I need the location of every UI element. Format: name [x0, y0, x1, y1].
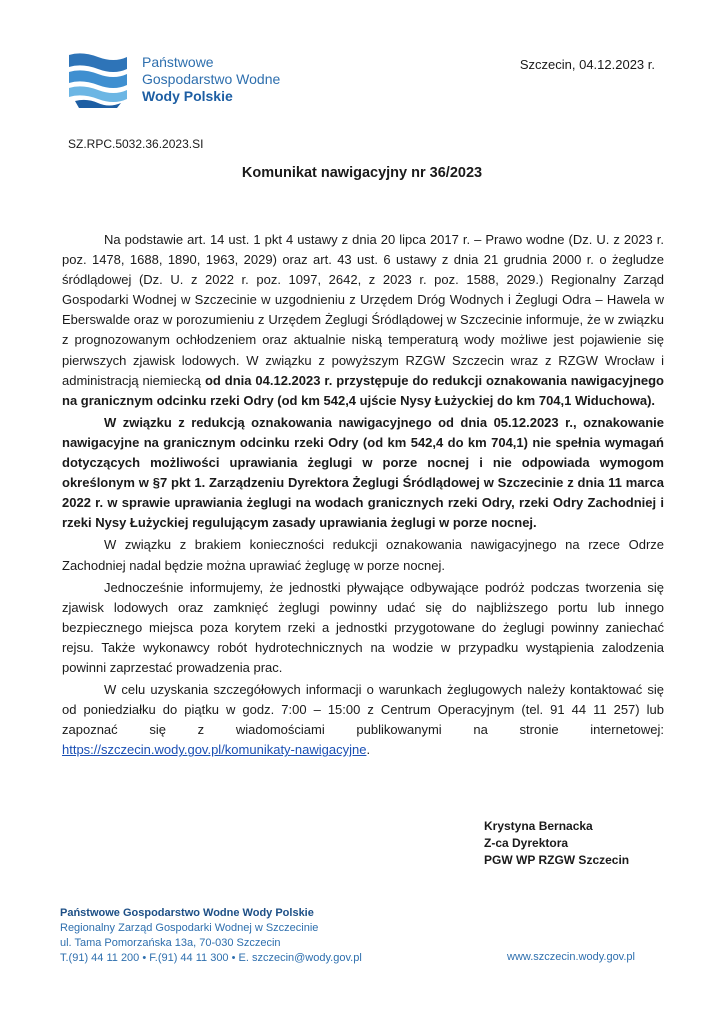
paragraph-5-end: . [366, 742, 371, 758]
paragraph-5 [62, 680, 664, 760]
document-date: Szczecin, 04.12.2023 r. [519, 57, 655, 72]
reference-number: SZ.RPC.5032.36.2023.SI [68, 137, 204, 151]
logo-line1: Państwowe [142, 54, 214, 70]
signatory-role: Z-ca Dyrektora [484, 836, 569, 850]
paragraph-2 [62, 413, 664, 534]
footer-contact: T.(91) 44 11 200 • F.(91) 44 11 300 • E. szczecin@wody.gov.pl [60, 952, 362, 964]
footer-org: Państwowe Gospodarstwo Wodne Wody Polskie [60, 907, 314, 919]
footer-website: www.szczecin.wody.gov.pl [507, 951, 635, 963]
logo [67, 51, 287, 111]
logo-text [142, 54, 280, 105]
paragraph-3: W związku z brakiem konieczności redukcji oznakowania nawigacyjnego na rzece Odrze Zachodniej nadal będzie można uprawiać żeglugę w porze nocnej. [62, 537, 664, 573]
signatory-name: Krystyna Bernacka [484, 819, 593, 833]
komunikaty-link[interactable]: https://szczecin.wody.gov.pl/komunikaty-nawigacyjne [62, 742, 367, 758]
footer-street: ul. Tama Pomorzańska 13a, 70-030 Szczecin [60, 937, 281, 949]
paragraph-1-bold: od dnia 04.12.2023 r. przystępuje do redukcji oznakowania nawigacyjnego na granicznym odcinku rzeki Odry (od km 542,4 ujście Nysy Łużyckiej do km 704,1 Widuchowa). [62, 372, 664, 408]
wody-polskie-logo-icon [67, 51, 129, 109]
document-title: Komunikat nawigacyjny nr 36/2023 [241, 165, 483, 181]
document-body [62, 230, 664, 762]
footer-address [60, 906, 362, 966]
paragraph-4: Jednocześnie informujemy, że jednostki pływające odbywające podróż podczas tworzenia się zjawisk lodowych oraz zamknięć żeglugi powinny udać się do najbliższego portu lub innego bezpiecznego miejsca poza korytem rzeki a jednostki przygotowane do żeglugi powinny zaniechać rejsu. Także wykonawcy robót hydrotechnicznych na wodzie w przypadku wystąpienia zalodzenia powinni zaprzestać prowadzenia prac. [62, 579, 664, 675]
signatory-unit: PGW WP RZGW Szczecin [484, 853, 630, 867]
paragraph-5-text: W celu uzyskania szczegółowych informacji o warunkach żeglugowych należy kontaktować się od poniedziałku do piątku w godz. 7:00 – 15:00 z Centrum Operacyjnym (tel. 91 44 11 257) lub zapoznać się z wiadomościami publikowanymi na stronie internetowej: [62, 682, 664, 738]
logo-line2: Gospodarstwo Wodne [142, 71, 281, 87]
signature-block [484, 818, 629, 869]
paragraph-1 [62, 230, 664, 411]
paragraph-2-bold: W związku z redukcją oznakowania nawigacyjnego od dnia 05.12.2023 r., oznakowanie nawigacyjne na granicznym odcinku rzeki Odry (od km 542,4 do km 704,1) nie spełnia wymagań dotyczących możliwości uprawiania żeglugi w porze nocnej i nie odpowiada wymogom określonym w §7 pkt 1. Zarządzeniu Dyrektora Żeglugi Śródlądowej w Szczecinie z dnia 11 marca 2022 r. w sprawie uprawiania żeglugi na wodach granicznych rzeki Odry, rzeki Odry Zachodniej i rzeki Nysy Łużyckiej regulującym zasady uprawiania żeglugi w porze nocnej. [62, 414, 664, 531]
footer-region: Regionalny Zarząd Gospodarki Wodnej w Szczecinie [60, 922, 319, 934]
paragraph-1-text: Na podstawie art. 14 ust. 1 pkt 4 ustawy z dnia 20 lipca 2017 r. – Prawo wodne (Dz. U. z 2023 r. poz. 1478, 1688, 1890, 1963, 2029) oraz art. 43 ust. 6 ustawy z dnia 21 grudnia 2000 r. o żegludze śródlądowej (Dz. U. z 2022 r. poz. 1097, 2642, z 2023 r. poz. 1588, 2029.) Regionalny Zarząd Gospodarki Wodnej w Szczecinie w uzgodnieniu z Urzędem Dróg Wodnych i Żeglugi Odra – Hawela w Eberswalde oraz w porozumieniu z Urzędem Żeglugi Śródlądowej w Szczecinie informuje, że w związku z prognozowanym ochłodzeniem oraz aktualnie niską temperaturą wody możliwe jest pojawienie się pierwszych zjawisk lodowych. W związku z powyższym RZGW Szczecin wraz z RZGW Wrocław i administracją niemiecką [62, 232, 664, 388]
logo-line3: Wody Polskie [142, 88, 233, 104]
